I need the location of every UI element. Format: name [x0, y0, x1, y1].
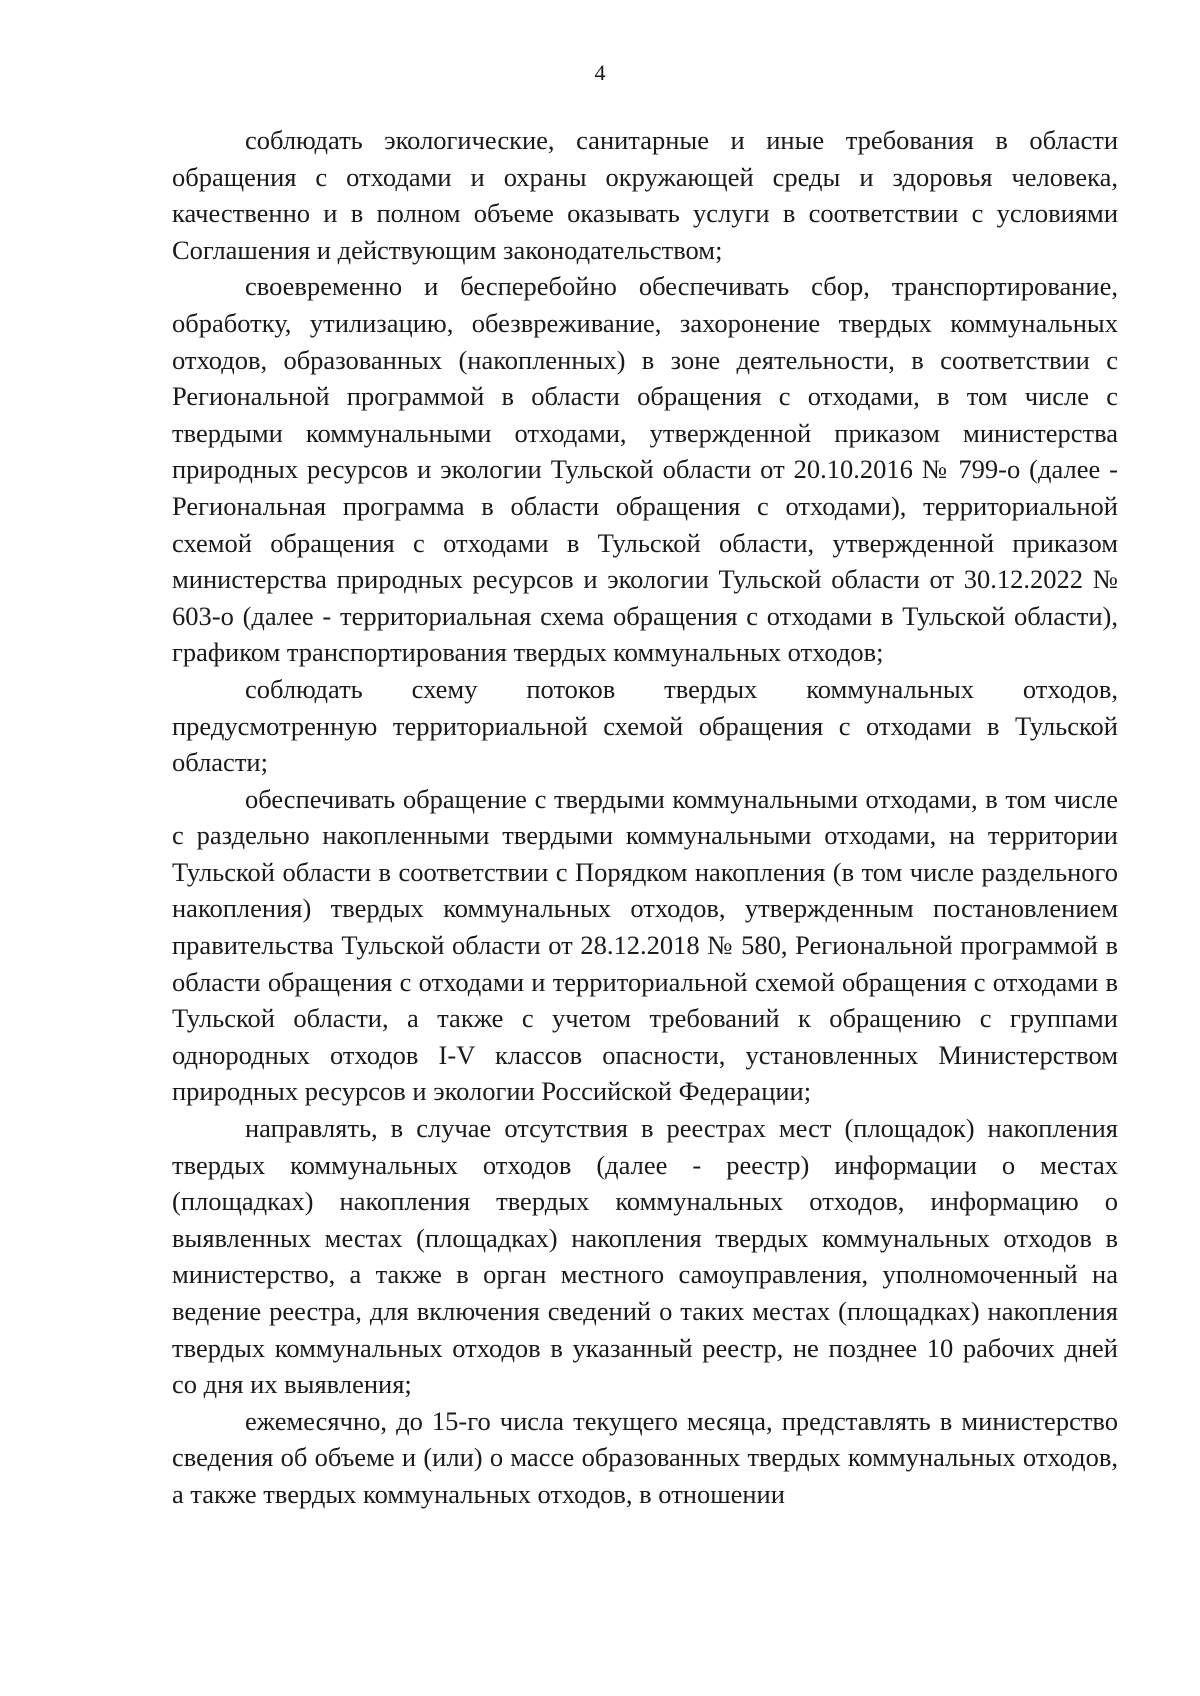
paragraph-environmental-requirements: соблюдать экологические, санитарные и иные требования в области обращения с отходами и охраны окружающей среды и здоровья человека, качественно и в полном объеме оказывать услуги в соответствии с условиями Соглашения и действующим законодательством; [172, 125, 1118, 265]
paragraph-monthly-reporting: ежемесячно, до 15-го числа текущего месяца, представлять в министерство сведения об объеме и (или) о массе образованных твердых коммунальных отходов, а также твердых коммунальных отходов, в отношении [172, 1405, 1118, 1509]
paragraph-registry-information: направлять, в случае отсутствия в реестрах мест (площадок) накопления твердых коммунальных отходов (далее - реестр) информации о местах (площадках) накопления твердых коммунальных отходов, информацию о выявленных местах (площадках) накопления твердых коммунальных отходов в министерство, а также в орган местного самоуправления, уполномоченный на ведение реестра, для включения сведений о таких местах (площадках) накопления твердых коммунальных отходов в указанный реестр, не позднее 10 рабочих дней со дня их выявления; [172, 1113, 1118, 1400]
paragraph-waste-collection: своевременно и бесперебойно обеспечивать сбор, транспортирование, обработку, утилизацию, обезвреживание, захоронение твердых коммунальных отходов, образованных (накопленных) в зоне деятельности, в соответствии с Региональной программой в области обращения с отходами, в том числе с твердыми коммунальными отходами, утвержденной приказом министерства природных ресурсов и экологии Тульской области от 20.10.2016 № 799-о (далее - Региональная программа в области обращения с отходами), территориальной схемой обращения с отходами в Тульской области, утвержденной приказом министерства природных ресурсов и экологии Тульской области от 30.12.2022 № 603-о (далее - территориальная схема обращения с отходами в Тульской области), графиком транспортирования твердых коммунальных отходов; [172, 271, 1118, 668]
page-number: 4 [594, 60, 606, 85]
paragraph-waste-handling: обеспечивать обращение с твердыми коммунальными отходами, в том числе с раздельно накопленными твердыми коммунальными отходами, на территории Тульской области в соответствии с Порядком накопления (в том числе раздельного накопления) твердых коммунальных отходов, утвержденным постановлением правительства Тульской области от 28.12.2018 № 580, Региональной программой в области обращения с отходами и территориальной схемой обращения с отходами в Тульской области, а также с учетом требований к обращению с группами однородных отходов I-V классов опасности, установленных Министерством природных ресурсов и экологии Российской Федерации; [172, 783, 1118, 1107]
paragraph-waste-flow-scheme: соблюдать схему потоков твердых коммунальных отходов, предусмотренную территориальной схемой обращения с отходами в Тульской области; [172, 673, 1118, 778]
document-body [172, 122, 1118, 1513]
